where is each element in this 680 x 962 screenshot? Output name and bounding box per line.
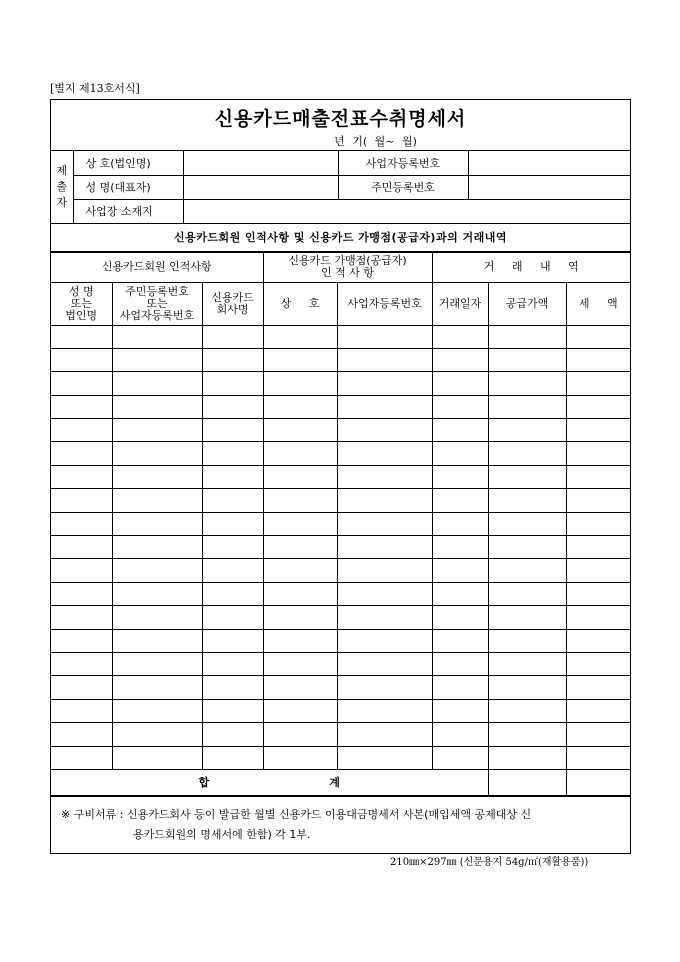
table-row [51,372,630,395]
table-cell[interactable] [51,582,112,605]
table-cell[interactable] [488,419,566,442]
table-cell[interactable] [432,652,488,675]
table-cell[interactable] [337,699,432,722]
table-cell[interactable] [337,652,432,675]
table-cell[interactable] [202,746,263,769]
table-cell[interactable] [202,606,263,629]
table-cell[interactable] [202,582,263,605]
table-cell[interactable] [432,746,488,769]
table-cell[interactable] [432,419,488,442]
table-cell[interactable] [51,652,112,675]
table-cell[interactable] [488,629,566,652]
table-cell[interactable] [566,442,630,465]
table-cell[interactable] [432,676,488,699]
table-cell[interactable] [112,419,202,442]
table-cell[interactable] [488,652,566,675]
table-cell[interactable] [112,442,202,465]
table-cell[interactable] [263,372,337,395]
header-row [51,282,630,325]
table-cell[interactable] [337,559,432,582]
table-cell[interactable] [51,536,112,559]
table-cell[interactable] [488,372,566,395]
table-cell[interactable] [566,419,630,442]
table-cell[interactable] [432,395,488,418]
table-cell[interactable] [337,325,432,348]
table-cell[interactable] [112,606,202,629]
table-cell[interactable] [112,629,202,652]
table-row [51,395,630,418]
table-cell[interactable] [112,489,202,512]
table-cell[interactable] [263,348,337,371]
table-cell[interactable] [51,419,112,442]
table-cell[interactable] [337,442,432,465]
table-cell[interactable] [337,395,432,418]
table-cell[interactable] [51,723,112,746]
trade-name-label: 상 호(법인명) [73,151,183,175]
header-merchant-name: 상 호 [263,282,337,325]
issuer-side-label: 제 출 자 [51,151,73,223]
table-row [51,419,630,442]
table-cell[interactable] [432,325,488,348]
table-cell[interactable] [51,606,112,629]
table-cell[interactable] [488,723,566,746]
table-cell[interactable] [566,629,630,652]
resident-no-field[interactable] [468,175,630,199]
header-member-id: 주민등록번호 또는 사업자등록번호 [112,282,202,325]
table-cell[interactable] [432,629,488,652]
table-row [51,699,630,722]
table-cell[interactable] [263,723,337,746]
table-cell[interactable] [202,465,263,488]
table-cell[interactable] [263,559,337,582]
table-cell[interactable] [263,652,337,675]
table-cell[interactable] [432,536,488,559]
table-cell[interactable] [51,325,112,348]
table-cell[interactable] [337,512,432,535]
total-supply-amount[interactable] [488,769,566,795]
table-row [51,606,630,629]
table-cell[interactable] [432,723,488,746]
table-cell[interactable] [337,348,432,371]
transactions-table [51,252,630,796]
table-row [51,746,630,769]
table-cell[interactable] [112,582,202,605]
table-cell[interactable] [112,512,202,535]
header-supply-amount: 공급가액 [488,282,566,325]
table-cell[interactable] [112,465,202,488]
table-cell[interactable] [51,465,112,488]
table-cell[interactable] [566,465,630,488]
table-cell[interactable] [337,606,432,629]
table-cell[interactable] [263,419,337,442]
table-cell[interactable] [202,372,263,395]
table-cell[interactable] [488,699,566,722]
table-cell[interactable] [337,536,432,559]
table-row [51,723,630,746]
table-cell[interactable] [566,652,630,675]
table-cell[interactable] [202,395,263,418]
header-tax-amount: 세 액 [566,282,630,325]
table-cell[interactable] [337,465,432,488]
table-cell[interactable] [566,746,630,769]
trade-name-field[interactable] [183,151,338,175]
address-label: 사업장 소재지 [73,199,183,223]
table-cell[interactable] [51,676,112,699]
table-cell[interactable] [432,512,488,535]
period-line: 년 기( 월~ 월) [334,135,417,148]
table-cell[interactable] [432,372,488,395]
table-cell[interactable] [112,536,202,559]
table-cell[interactable] [112,325,202,348]
name-label: 성 명(대표자) [73,175,183,199]
header-card-company: 신용카드 회사명 [202,282,263,325]
table-cell[interactable] [566,512,630,535]
table-cell[interactable] [488,606,566,629]
table-cell[interactable] [263,465,337,488]
table-cell[interactable] [566,559,630,582]
table-cell[interactable] [263,582,337,605]
table-row [51,676,630,699]
group-merchant-info: 신용카드 가맹점(공급자) 인 적 사 항 [263,252,432,282]
table-cell[interactable] [566,325,630,348]
table-cell[interactable] [432,699,488,722]
table-cell[interactable] [488,325,566,348]
table-cell[interactable] [51,442,112,465]
table-cell[interactable] [51,395,112,418]
table-row [51,582,630,605]
table-cell[interactable] [488,348,566,371]
table-cell[interactable] [432,582,488,605]
table-cell[interactable] [263,395,337,418]
table-cell[interactable] [566,582,630,605]
table-row [51,652,630,675]
table-cell[interactable] [566,676,630,699]
table-cell[interactable] [263,489,337,512]
table-row [51,442,630,465]
table-row [51,629,630,652]
transactions-caption: 신용카드회원 인적사항 및 신용카드 가맹점(공급자)과의 거래내역 [51,224,630,252]
table-cell[interactable] [263,512,337,535]
table-cell[interactable] [202,325,263,348]
table-cell[interactable] [488,395,566,418]
table-cell[interactable] [263,536,337,559]
table-row [51,512,630,535]
table-cell[interactable] [51,629,112,652]
table-cell[interactable] [488,559,566,582]
paper-spec-footer: 210㎜×297㎜ (신문용지 54g/㎡(재활용품)) [390,857,589,868]
table-row [51,465,630,488]
table-cell[interactable] [263,746,337,769]
resident-no-label: 주민등록번호 [338,175,468,199]
table-cell[interactable] [112,372,202,395]
table-cell[interactable] [337,746,432,769]
table-cell[interactable] [432,442,488,465]
table-cell[interactable] [263,442,337,465]
table-cell[interactable] [337,629,432,652]
table-cell[interactable] [337,676,432,699]
table-cell[interactable] [112,559,202,582]
title-block [51,100,630,151]
table-cell[interactable] [202,723,263,746]
table-cell[interactable] [566,489,630,512]
table-cell[interactable] [263,606,337,629]
table-cell[interactable] [112,676,202,699]
table-cell[interactable] [112,348,202,371]
table-row [51,559,630,582]
table-cell[interactable] [488,746,566,769]
table-cell[interactable] [263,699,337,722]
table-cell[interactable] [488,536,566,559]
table-row [51,348,630,371]
table-cell[interactable] [432,348,488,371]
total-tax-amount[interactable] [566,769,630,795]
issuer-table [51,151,630,224]
table-cell[interactable] [337,582,432,605]
table-cell[interactable] [432,559,488,582]
table-cell[interactable] [202,652,263,675]
table-cell[interactable] [263,676,337,699]
required-documents-note: ※ 구비서류 : 신용카드회사 등이 발급한 월별 신용카드 이용대금명세서 사본(매입세액 공제대상 신 용카드회원의 명세서에 한함) 각 1부. [51,796,630,853]
table-cell[interactable] [432,465,488,488]
table-cell[interactable] [566,395,630,418]
biz-no-field[interactable] [468,151,630,175]
table-cell[interactable] [337,372,432,395]
table-cell[interactable] [51,699,112,722]
table-cell[interactable] [51,746,112,769]
table-cell[interactable] [112,652,202,675]
table-cell[interactable] [51,512,112,535]
table-cell[interactable] [112,699,202,722]
table-cell[interactable] [488,442,566,465]
table-cell[interactable] [263,629,337,652]
table-cell[interactable] [202,676,263,699]
table-row [51,536,630,559]
table-cell[interactable] [202,559,263,582]
header-merchant-biz-no: 사업자등록번호 [337,282,432,325]
statement-form [50,99,631,854]
table-cell[interactable] [337,723,432,746]
table-cell[interactable] [112,746,202,769]
caption-table [51,224,630,252]
address-field[interactable] [183,199,630,223]
group-transaction-details: 거 래 내 역 [432,252,630,282]
header-member-name: 성 명 또는 법인명 [51,282,112,325]
table-cell[interactable] [263,325,337,348]
table-cell[interactable] [566,699,630,722]
table-cell[interactable] [432,489,488,512]
table-cell[interactable] [566,723,630,746]
table-row [51,489,630,512]
table-cell[interactable] [202,442,263,465]
table-cell[interactable] [566,348,630,371]
table-cell[interactable] [202,512,263,535]
total-label: 합 계 [51,769,488,795]
table-cell[interactable] [202,419,263,442]
table-cell[interactable] [488,489,566,512]
table-cell[interactable] [51,348,112,371]
table-cell[interactable] [51,372,112,395]
name-field[interactable] [183,175,338,199]
table-cell[interactable] [51,489,112,512]
table-cell[interactable] [566,606,630,629]
form-number-label: [별지 제13호서식] [50,82,140,95]
form-title: 신용카드매출전표수취명세서 [214,108,467,130]
biz-no-label: 사업자등록번호 [338,151,468,175]
header-transaction-date: 거래일자 [432,282,488,325]
data-rows [51,325,630,769]
table-cell[interactable] [488,582,566,605]
table-cell[interactable] [202,348,263,371]
table-row [51,325,630,348]
table-cell[interactable] [566,536,630,559]
group-member-info: 신용카드회원 인적사항 [51,252,263,282]
table-cell[interactable] [566,372,630,395]
table-cell[interactable] [112,723,202,746]
table-cell[interactable] [202,699,263,722]
table-cell[interactable] [432,606,488,629]
table-cell[interactable] [337,419,432,442]
table-cell[interactable] [202,536,263,559]
table-cell[interactable] [337,489,432,512]
table-cell[interactable] [488,512,566,535]
table-cell[interactable] [202,489,263,512]
table-cell[interactable] [51,559,112,582]
table-cell[interactable] [488,465,566,488]
total-row [51,769,630,795]
table-cell[interactable] [112,395,202,418]
table-cell[interactable] [488,676,566,699]
table-cell[interactable] [202,629,263,652]
